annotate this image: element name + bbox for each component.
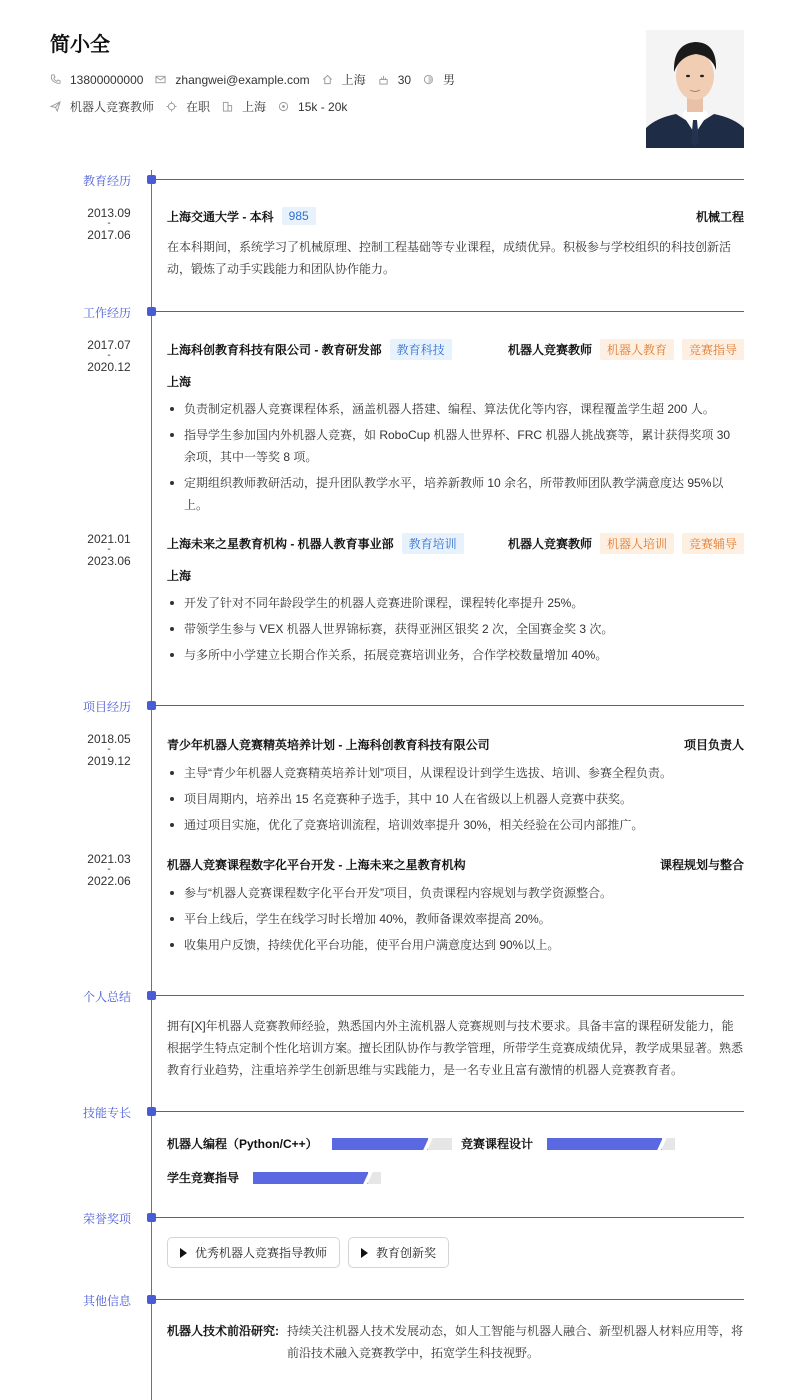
skill-item xyxy=(167,1135,452,1152)
project-header xyxy=(167,856,744,873)
work-role: 机器人竞赛教师 xyxy=(507,537,592,551)
skill-item xyxy=(167,1169,381,1186)
section-divider xyxy=(156,1217,744,1218)
work-header xyxy=(167,339,744,360)
list-item: 开发了针对不同年龄段学生的机器人竞赛进阶课程，课程转化率提升 25%。 xyxy=(167,592,744,614)
phone-icon xyxy=(50,74,61,85)
education-desc: 在本科期间，系统学习了机械原理、控制工程基础等专业课程，成绩优异。积极参与学校组织的科技创新活动，锻炼了动手实践能力和团队协作能力。 xyxy=(167,240,732,276)
work-tag: 竞赛辅导 xyxy=(682,533,744,554)
skill-bar xyxy=(253,1172,381,1184)
major: 机械工程 xyxy=(695,209,744,224)
skill-name: 机器人编程（Python/C++） xyxy=(167,1137,318,1151)
work-city: 上海 xyxy=(167,375,192,389)
project-date: 2018.05 - 2019.12 xyxy=(87,732,131,768)
section-dot xyxy=(147,307,156,316)
status-icon xyxy=(166,101,177,112)
summary-text: 拥有[X]年机器人竞赛教师经验，熟悉国内外主流机器人竞赛规则与技术要求。具备丰富的课程研发能力，能根据学生特点定制个性化培训方案。擅长团队协作与教学管理，所带学生竞赛成绩优异，教学成果显著。熟悉教育行业趋势，注重培养学生创新思维与实践能力，是一名专业且富有激情的机器人竞赛教育者。 xyxy=(167,1019,744,1077)
list-item: 负责制定机器人竞赛课程体系，涵盖机器人搭建、编程、算法优化等内容，课程覆盖学生超 200 人。 xyxy=(167,398,744,420)
section-dot xyxy=(147,1107,156,1116)
list-item: 平台上线后，学生在线学习时长增加 40%，教师备课效率提高 20%。 xyxy=(167,908,744,930)
skill-bar xyxy=(547,1138,675,1150)
contact-row xyxy=(50,71,467,88)
send-icon xyxy=(50,101,61,112)
age-text: 30 xyxy=(397,72,412,87)
section-divider xyxy=(156,1111,744,1112)
other-text: 持续关注机器人技术发展动态，如人工智能与机器人融合、新型机器人材料应用等，将前沿技术融入竞赛教学中，拓宽学生科技视野。 xyxy=(287,1324,744,1360)
list-item: 与多所中小学建立长期合作关系，拓展竞赛培训业务，合作学校数量增加 40%。 xyxy=(167,644,744,666)
salary-icon xyxy=(278,101,289,112)
work-tag: 竞赛指导 xyxy=(682,339,744,360)
email-info xyxy=(155,73,309,87)
project-bullets xyxy=(167,762,744,840)
list-item: 收集用户反馈，持续优化平台功能，使平台用户满意度达到 90%以上。 xyxy=(167,934,744,956)
section-divider xyxy=(156,179,744,180)
age-info xyxy=(378,73,411,87)
avatar xyxy=(646,30,744,148)
list-item: 指导学生参加国内外机器人竞赛，如 RoboCup 机器人世界杯、FRC 机器人挑战赛等，累计获得奖项 30 余项，其中一等奖 8 项。 xyxy=(167,424,744,468)
city-info xyxy=(322,71,366,88)
skill-bar-fill xyxy=(547,1138,662,1150)
target-city-info xyxy=(222,98,266,115)
section-title-honors: 荣誉奖项 xyxy=(83,1212,132,1226)
gender-text: 男 xyxy=(443,73,456,87)
section-dot xyxy=(147,701,156,710)
section-title-other: 其他信息 xyxy=(83,1294,132,1308)
school-name: 上海交通大学 - 本科 xyxy=(167,209,274,224)
work-tag: 机器人培训 xyxy=(600,533,674,554)
list-item: 通过项目实施，优化了竞赛培训流程，培训效率提升 30%，相关经验在公司内部推广。 xyxy=(167,814,744,836)
award-name: 教育创新奖 xyxy=(376,1246,437,1260)
section-dot xyxy=(147,1295,156,1304)
gender-icon xyxy=(423,74,434,85)
skill-bar-fill xyxy=(253,1172,368,1184)
target-city-text: 上海 xyxy=(242,100,267,114)
target-job-text: 机器人竞赛教师 xyxy=(70,100,155,114)
play-icon xyxy=(180,1248,187,1258)
work-role: 机器人竞赛教师 xyxy=(507,343,592,357)
skill-name: 学生竞赛指导 xyxy=(167,1171,240,1185)
status-info xyxy=(166,98,210,115)
list-item: 参与“机器人竞赛课程数字化平台开发”项目，负责课程内容规划与教学资源整合。 xyxy=(167,882,744,904)
award-item xyxy=(348,1237,449,1268)
project-role: 项目负责人 xyxy=(683,738,744,752)
city-text: 上海 xyxy=(341,73,366,87)
work-role-group xyxy=(508,339,744,360)
company-name: 上海科创教育科技有限公司 - 教育研发部 xyxy=(167,343,382,357)
section-dot xyxy=(147,1213,156,1222)
list-item: 带领学生参与 VEX 机器人世界锦标赛，获得亚洲区银奖 2 次，全国赛金奖 3 次。 xyxy=(167,618,744,640)
section-dot xyxy=(147,991,156,1000)
project-header xyxy=(167,736,744,753)
section-title-skills: 技能专长 xyxy=(83,1106,132,1120)
phone-info xyxy=(50,73,143,87)
skill-bar xyxy=(332,1138,452,1150)
work-date: 2017.07 - 2020.12 xyxy=(87,338,131,374)
email-text: zhangwei@example.com xyxy=(175,72,310,87)
status-text: 在职 xyxy=(186,100,211,114)
section-title-work: 工作经历 xyxy=(83,306,132,320)
skill-item xyxy=(461,1135,675,1152)
skill-bar-fill xyxy=(332,1138,428,1150)
building-icon xyxy=(222,101,233,112)
work-bullets xyxy=(167,398,744,520)
play-icon xyxy=(361,1248,368,1258)
salary-text: 15k - 20k xyxy=(298,99,348,114)
education-header xyxy=(167,207,744,225)
section-title-projects: 项目经历 xyxy=(83,700,132,714)
avatar-photo xyxy=(646,30,744,148)
industry-tag: 教育科技 xyxy=(390,339,452,360)
work-bullets xyxy=(167,592,744,670)
work-city: 上海 xyxy=(167,569,192,583)
project-title: 机器人竞赛课程数字化平台开发 - 上海未来之星教育机构 xyxy=(167,858,466,872)
industry-tag: 教育培训 xyxy=(402,533,464,554)
award-name: 优秀机器人竞赛指导教师 xyxy=(195,1246,328,1260)
section-title-summary: 个人总结 xyxy=(83,990,132,1004)
school-tag: 985 xyxy=(282,207,316,225)
education-date: 2013.09 - 2017.06 xyxy=(87,206,131,242)
other-label: 机器人技术前沿研究: xyxy=(167,1324,279,1338)
section-divider xyxy=(156,705,744,706)
job-intent-row xyxy=(50,98,359,115)
phone-text: 13800000000 xyxy=(70,72,144,87)
mail-icon xyxy=(155,74,166,85)
work-tag: 机器人教育 xyxy=(600,339,674,360)
project-date: 2021.03 - 2022.06 xyxy=(87,852,131,888)
project-role: 课程规划与整合 xyxy=(659,858,744,872)
gender-info xyxy=(423,71,455,88)
list-item: 主导“青少年机器人竞赛精英培养计划”项目，从课程设计到学生选拔、培训、参赛全程负责。 xyxy=(167,762,744,784)
section-divider xyxy=(156,311,744,312)
section-divider xyxy=(156,995,744,996)
work-role-group xyxy=(508,533,744,554)
list-item: 定期组织教师教研活动，提升团队教学水平，培养新教师 10 余名，所带教师团队教学满意度达 95%以上。 xyxy=(167,472,744,516)
section-divider xyxy=(156,1299,744,1300)
salary-info xyxy=(278,100,347,114)
candidate-name: 简小全 xyxy=(50,34,110,56)
cake-icon xyxy=(378,74,389,85)
section-title-education: 教育经历 xyxy=(83,174,132,188)
target-job-info xyxy=(50,98,154,115)
project-title: 青少年机器人竞赛精英培养计划 - 上海科创教育科技有限公司 xyxy=(167,738,490,752)
list-item: 项目周期内，培养出 15 名竞赛种子选手，其中 10 人在省级以上机器人竞赛中获奖。 xyxy=(167,788,744,810)
project-bullets xyxy=(167,882,744,960)
work-date: 2021.01 - 2023.06 xyxy=(87,532,131,568)
skill-name: 竞赛课程设计 xyxy=(461,1137,534,1151)
award-item xyxy=(167,1237,340,1268)
work-header xyxy=(167,533,744,554)
home-icon xyxy=(322,74,333,85)
company-name: 上海未来之星教育机构 - 机器人教育事业部 xyxy=(167,537,394,551)
section-dot xyxy=(147,175,156,184)
